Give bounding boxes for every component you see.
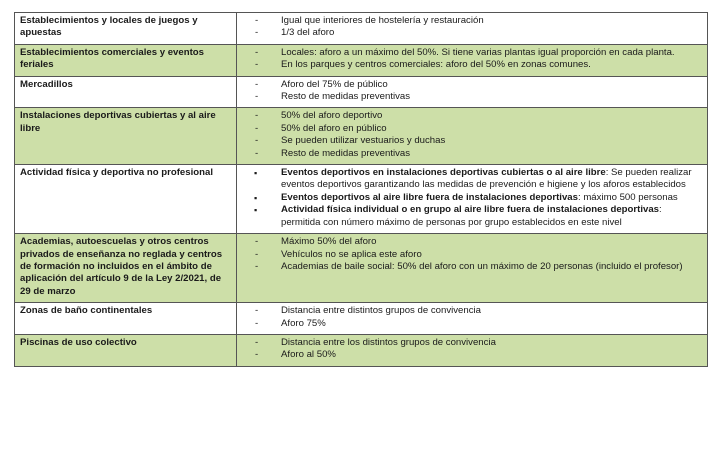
- row-measures-cell: [237, 234, 708, 303]
- measures-list: [243, 167, 703, 229]
- list-item-text: Aforo 75%: [281, 317, 326, 329]
- measures-table-body: [15, 13, 708, 367]
- list-item-text: 1/3 del aforo: [281, 27, 335, 39]
- table-row: [15, 234, 708, 303]
- list-item: [243, 27, 703, 39]
- list-item-text: Vehículos no se aplica este aforo: [281, 248, 422, 260]
- measures-list: [243, 305, 703, 330]
- list-item: [243, 47, 703, 59]
- list-item-text: Se pueden utilizar vestuarios y duchas: [281, 135, 446, 147]
- list-item: [243, 148, 703, 160]
- list-item-text: Igual que interiores de hostelería y restauración: [281, 15, 484, 26]
- list-item-text: Distancia entre distintos grupos de convivencia: [281, 305, 481, 317]
- measures-list: [243, 110, 703, 160]
- list-item-text: Aforo del 75% de público: [281, 78, 388, 90]
- table-row: [15, 108, 708, 165]
- list-item: [243, 318, 703, 330]
- list-item: [243, 167, 703, 192]
- list-item-text: 50% del aforo deportivo: [281, 110, 383, 122]
- measures-list: [243, 337, 703, 362]
- row-category-label: Mercadillos: [15, 76, 237, 108]
- list-item: [243, 305, 703, 317]
- list-item: [243, 123, 703, 135]
- row-category-label: Zonas de baño continentales: [15, 303, 237, 335]
- measures-list: [243, 47, 703, 72]
- row-measures-cell: [237, 165, 708, 234]
- row-measures-cell: [237, 303, 708, 335]
- table-row: [15, 13, 708, 45]
- row-category-label: Establecimientos comerciales y eventos feriales: [15, 44, 237, 76]
- list-item-text: Aforo al 50%: [281, 349, 336, 361]
- row-category-label: Piscinas de uso colectivo: [15, 334, 237, 366]
- row-measures-cell: [237, 334, 708, 366]
- list-item-text: : máximo 500 personas: [577, 191, 678, 203]
- list-item-text: Academias de baile social: 50% del aforo con un máximo de 20 personas (incluido el profesor): [281, 260, 683, 272]
- list-item-heading: Eventos deportivos al aire libre fuera de instalaciones deportivas: [281, 191, 578, 203]
- row-category-label: Instalaciones deportivas cubiertas y al aire libre: [15, 108, 237, 165]
- row-category-label: Establecimientos y locales de juegos y apuestas: [15, 13, 237, 45]
- row-measures-cell: [237, 108, 708, 165]
- table-row: [15, 76, 708, 108]
- row-measures-cell: [237, 13, 708, 45]
- measures-table: [14, 12, 708, 367]
- list-item: [243, 249, 703, 261]
- list-item-text: En los parques y centros comerciales: aforo del 50% en zonas comunes.: [281, 59, 591, 71]
- list-item: [243, 236, 703, 248]
- table-row: [15, 303, 708, 335]
- table-row: [15, 44, 708, 76]
- list-item: [243, 349, 703, 361]
- list-item-text: : Se pueden realizar eventos deportivos garantizando las medidas de prevención e higiene y los aforos establecidos: [281, 167, 692, 191]
- list-item: [243, 59, 703, 71]
- list-item: [243, 204, 703, 229]
- table-row: [15, 165, 708, 234]
- list-item-text: Resto de medidas preventivas: [281, 91, 411, 103]
- list-item: [243, 337, 703, 349]
- list-item-text: Resto de medidas preventivas: [281, 147, 411, 159]
- list-item: [243, 79, 703, 91]
- row-category-label: Academias, autoescuelas y otros centros privados de enseñanza no reglada y centros de formación no incluidos en el ámbito de aplicación del artículo 9 de la Ley 2/2021, de 29 de marzo: [15, 234, 237, 303]
- measures-list: [243, 79, 703, 104]
- list-item-text: 50% del aforo en público: [281, 122, 387, 134]
- list-item: [243, 110, 703, 122]
- list-item: [243, 192, 703, 204]
- list-item-text: Locales: aforo a un máximo del 50%. Si tiene varias plantas igual proporción en cada planta.: [281, 46, 675, 58]
- list-item-heading: Actividad física individual o en grupo al aire libre fuera de instalaciones deportivas: [281, 204, 659, 216]
- measures-list: [243, 15, 703, 40]
- list-item-text: Máximo 50% del aforo: [281, 236, 377, 248]
- row-measures-cell: [237, 76, 708, 108]
- measures-list: [243, 236, 703, 273]
- list-item-heading: Eventos deportivos en instalaciones deportivas cubiertas o al aire libre: [281, 167, 606, 179]
- table-row: [15, 334, 708, 366]
- list-item: [243, 261, 703, 273]
- list-item-text: Distancia entre los distintos grupos de convivencia: [281, 336, 496, 348]
- list-item-text: : permitida con número máximo de personas por grupo establecidos en este nivel: [281, 204, 662, 228]
- row-measures-cell: [237, 44, 708, 76]
- row-category-label: Actividad física y deportiva no profesional: [15, 165, 237, 234]
- list-item: [243, 15, 703, 27]
- list-item: [243, 135, 703, 147]
- list-item: [243, 91, 703, 103]
